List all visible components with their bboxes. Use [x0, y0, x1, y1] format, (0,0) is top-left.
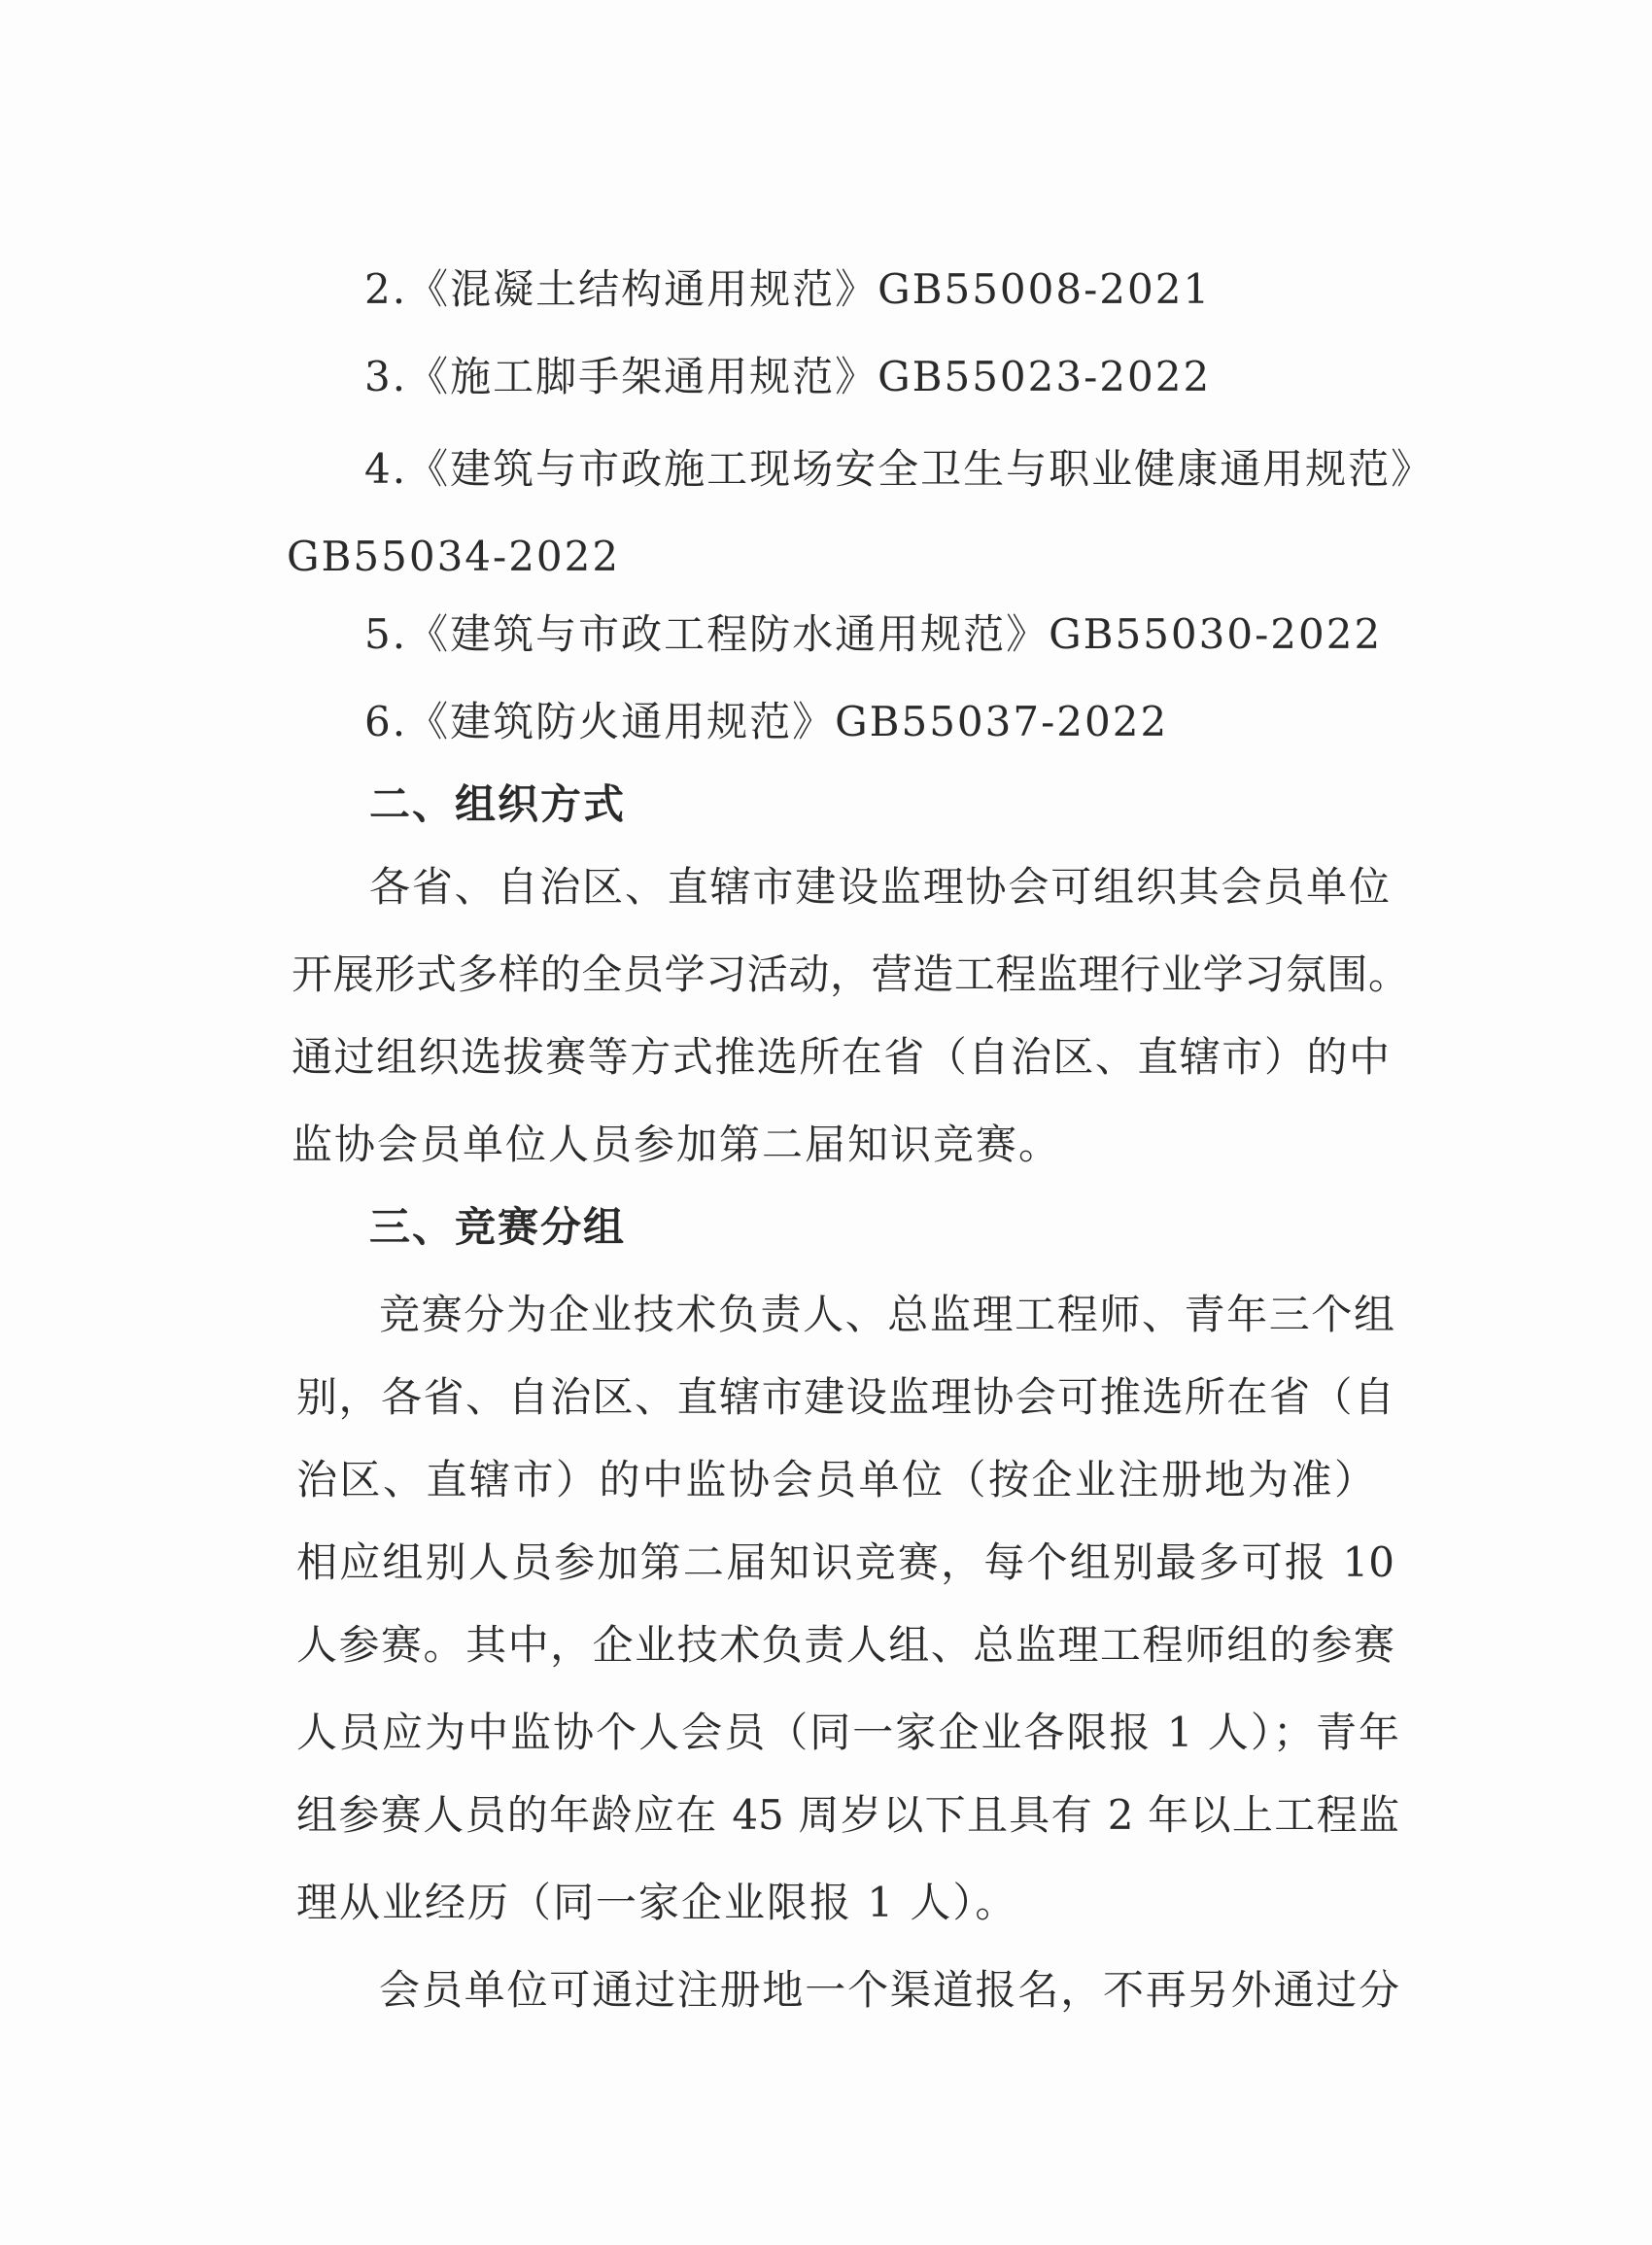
paragraph-line: 别，各省、自治区、直辖市建设监理协会可推选所在省（自 — [296, 1373, 1394, 1421]
list-item: 3.《施工脚手架通用规范》GB55023-2022 — [364, 353, 1212, 400]
list-item: 4.《建筑与市政施工现场安全卫生与职业健康通用规范》 — [364, 445, 1434, 493]
list-item: 6.《建筑防火通用规范》GB55037-2022 — [364, 698, 1169, 745]
paragraph-line: 开展形式多样的全员学习活动，营造工程监理行业学习氛围。 — [292, 950, 1409, 998]
section-heading: 二、组织方式 — [369, 780, 627, 828]
paragraph-line: 通过组织选拔赛等方式推选所在省（自治区、直辖市）的中 — [292, 1033, 1390, 1081]
paragraph-line: 组参赛人员的年龄应在 45 周岁以下且具有 2 年以上工程监 — [296, 1791, 1399, 1839]
paragraph-line: 监协会员单位人员参加第二届知识竞赛。 — [292, 1121, 1062, 1168]
paragraph-line: 相应组别人员参加第二届知识竞赛，每个组别最多可报 10 — [296, 1538, 1394, 1586]
list-item: 2.《混凝土结构通用规范》GB55008-2021 — [364, 265, 1212, 313]
paragraph-line: 各省、自治区、直辖市建设监理协会可组织其会员单位 — [369, 863, 1390, 911]
paragraph-line: 治区、直辖市）的中监协会员单位（按企业注册地为准） — [296, 1456, 1375, 1503]
paragraph-line: 人员应为中监协个人会员（同一家企业各限报 1 人）；青年 — [296, 1709, 1399, 1756]
list-item-continuation: GB55034-2022 — [287, 533, 621, 580]
paragraph-line: 理从业经历（同一家企业限报 1 人）。 — [296, 1879, 1018, 1926]
list-item: 5.《建筑与市政工程防水通用规范》GB55030-2022 — [364, 610, 1383, 658]
paragraph-line: 会员单位可通过注册地一个渠道报名，不再另外通过分 — [379, 1966, 1399, 2014]
paragraph-line: 竞赛分为企业技术负责人、总监理工程师、青年三个组 — [379, 1291, 1394, 1338]
section-heading: 三、竞赛分组 — [369, 1203, 627, 1251]
paragraph-line: 人参赛。其中，企业技术负责人组、总监理工程师组的参赛 — [296, 1621, 1394, 1669]
